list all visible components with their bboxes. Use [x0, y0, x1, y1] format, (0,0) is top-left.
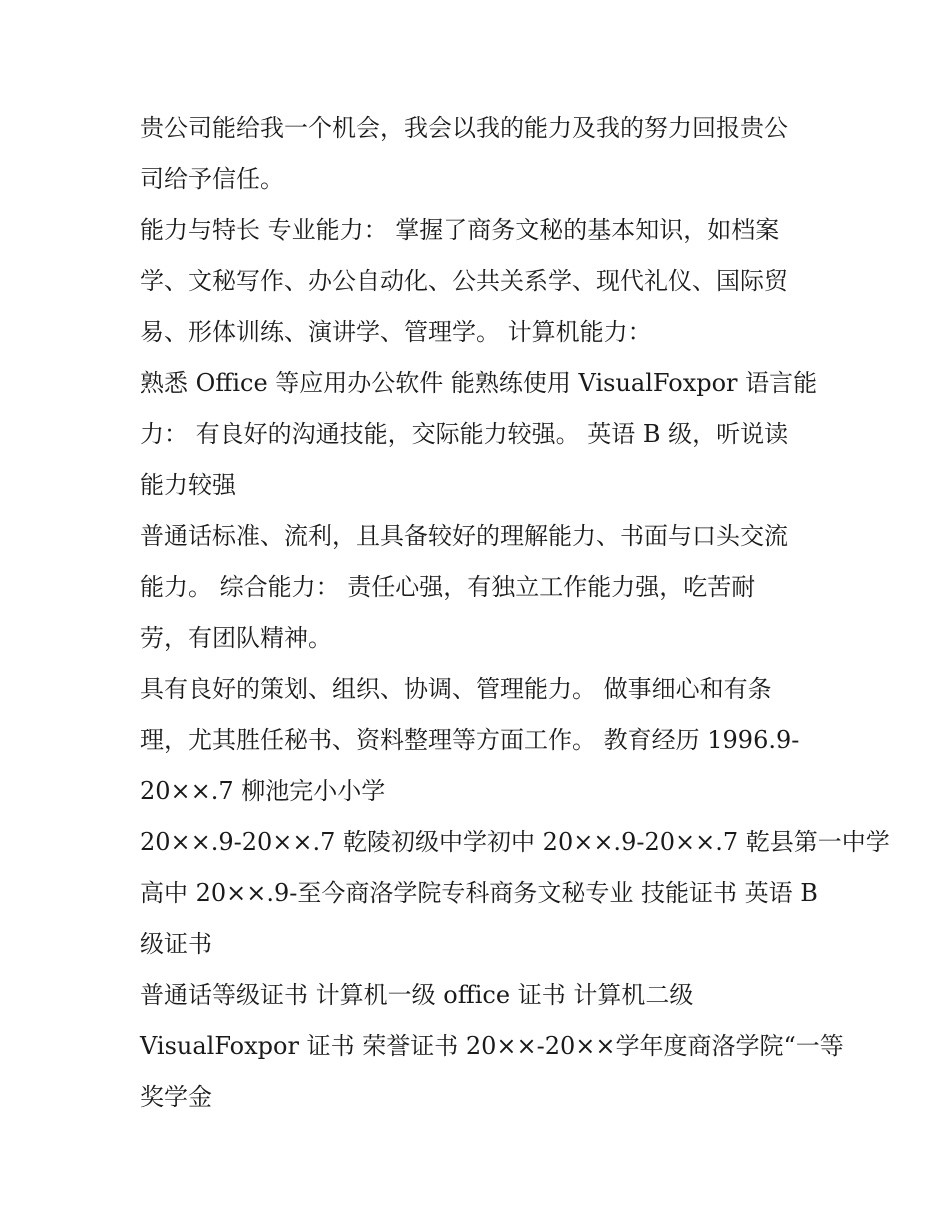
text-line: 贵公司能给我一个机会，我会以我的能力及我的努力回报贵公 [140, 114, 788, 142]
text-line: 劳，有团队精神。 [140, 624, 332, 652]
text-line: 能力与特长 专业能力： 掌握了商务文秘的基本知识，如档案 [140, 216, 780, 244]
text-line: 奖学金 [140, 1083, 212, 1111]
text-line: 20××.7 柳池完小小学 [140, 777, 386, 805]
text-line: 高中 20××.9-至今商洛学院专科商务文秘专业 技能证书 英语 B [140, 879, 818, 907]
text-line: 20××.9-20××.7 乾陵初级中学初中 20××.9-20××.7 乾县第一中学 [140, 828, 890, 856]
text-line: VisualFoxpor 证书 荣誉证书 20××-20××学年度商洛学院“一等 [140, 1032, 844, 1060]
paragraph-education-certificates [140, 817, 890, 970]
paragraph-honors [140, 970, 844, 1123]
paragraph-planning-education [140, 664, 820, 817]
text-line: 具有良好的策划、组织、协调、管理能力。 做事细心和有条 [140, 675, 772, 703]
paragraph-skills [140, 205, 820, 358]
paragraph-closing [140, 103, 820, 205]
text-line: 普通话标准、流利，且具备较好的理解能力、书面与口头交流 [140, 522, 788, 550]
document-body [140, 103, 890, 1123]
text-line: 普通话等级证书 计算机一级 office 证书 计算机二级 [140, 981, 694, 1009]
text-line: 力： 有良好的沟通技能，交际能力较强。 英语 B 级，听说读 [140, 420, 789, 448]
text-line: 级证书 [140, 930, 212, 958]
text-line: 能力。 综合能力： 责任心强，有独立工作能力强，吃苦耐 [140, 573, 756, 601]
text-line: 熟悉 Office 等应用办公软件 能熟练使用 VisualFoxpor 语言能 [140, 369, 818, 397]
text-line: 易、形体训练、演讲学、管理学。 计算机能力： [140, 318, 652, 346]
text-line: 司给予信任。 [140, 165, 284, 193]
text-line: 能力较强 [140, 471, 236, 499]
paragraph-mandarin-overall [140, 511, 820, 664]
text-line: 学、文秘写作、办公自动化、公共关系学、现代礼仪、国际贸 [140, 267, 788, 295]
text-line: 理，尤其胜任秘书、资料整理等方面工作。 教育经历 1996.9- [140, 726, 800, 754]
paragraph-computer-language [140, 358, 820, 511]
